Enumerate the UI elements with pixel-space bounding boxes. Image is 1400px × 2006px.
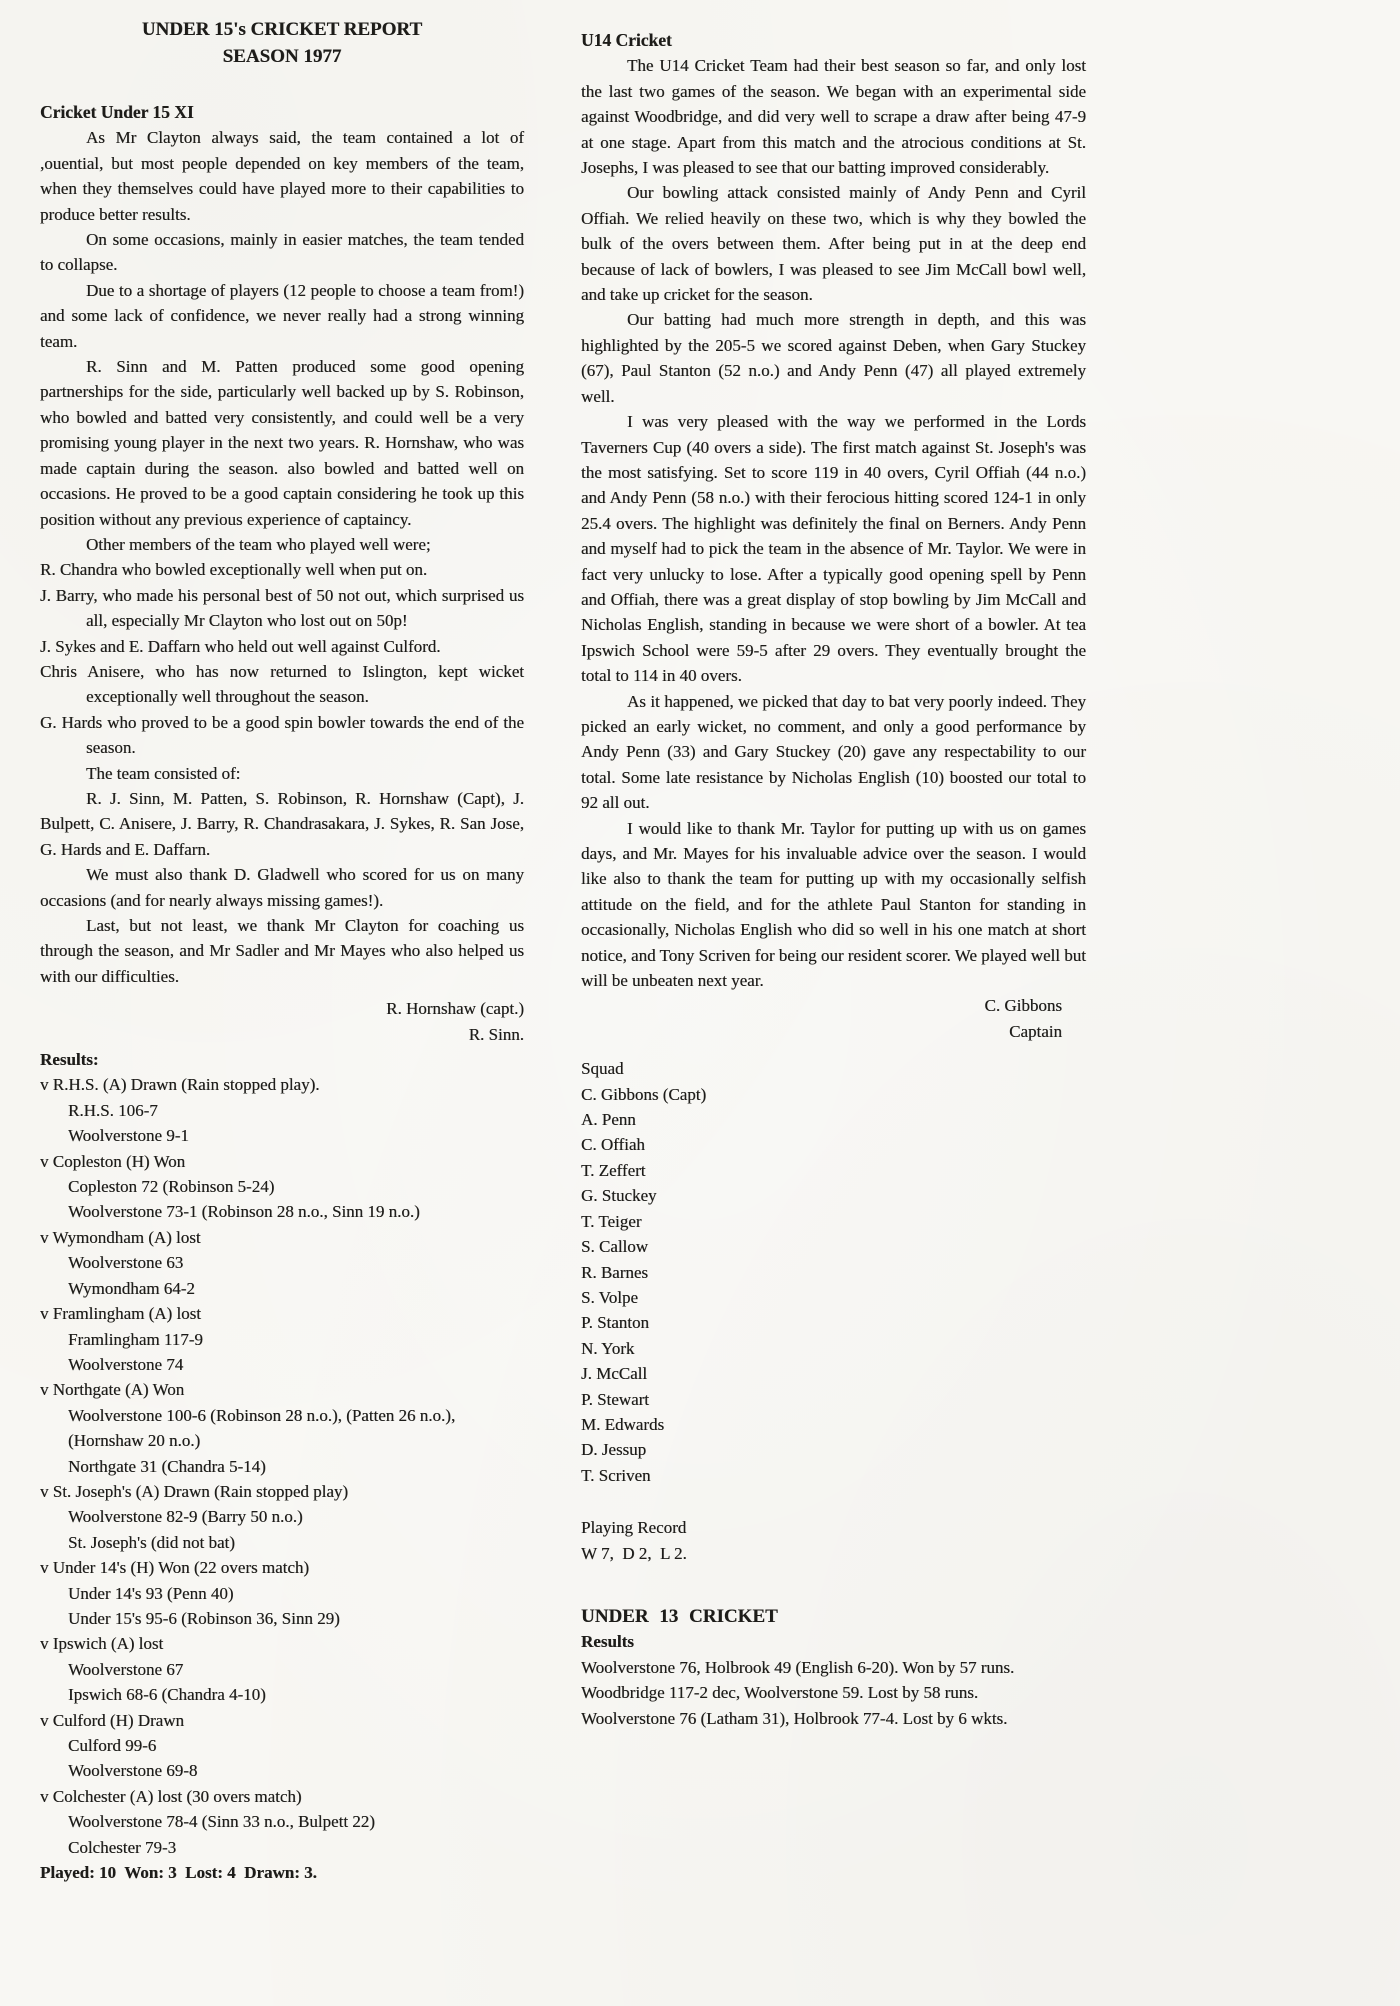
results-entry-2-header: v Copleston (H) Won — [40, 1151, 186, 1171]
results-entry-5 — [40, 1377, 524, 1479]
thanks-coaches: Last, but not least, we thank Mr Clayton for coaching us through the season, and Mr Sadler and Mr Mayes who also helped us with our difficulties. — [40, 916, 524, 986]
playing-record-heading: Playing Record — [581, 1518, 687, 1538]
u15-paragraph-2: On some occasions, mainly in easier matches, the team tended to collapse. — [40, 230, 524, 275]
squad-member-6: T. Teiger — [581, 1211, 642, 1231]
u15-season-summary: Played: 10 Won: 3 Lost: 4 Drawn: 3. — [40, 1863, 317, 1883]
u14-signature-block — [581, 993, 1086, 1044]
u15-signature-vice: R. Sinn. — [468, 1024, 524, 1044]
thanks-scorer: We must also thank D. Gladwell who scored for us on many occasions (and for nearly always missing games!). — [40, 865, 524, 910]
squad-member-1: C. Gibbons (Capt) — [581, 1084, 707, 1104]
results-entry-5-line-2: (Hornshaw 20 n.o.) — [68, 1431, 201, 1451]
player-note-3: J. Sykes and E. Daffarn who held out well against Culford. — [40, 636, 441, 656]
u15-signature-block — [40, 996, 524, 1047]
squad-member-12: J. McCall — [581, 1364, 648, 1384]
player-note-5: G. Hards who proved to be a good spin bowler towards the end of the season. — [40, 712, 524, 758]
u14-paragraph-4: I was very pleased with the way we performed in the Lords Taverners Cup (40 overs a side). The first match against St. Joseph's was the most satisfying. Set to score 119 in 40 overs, Cyril Offiah (44 n.o.) and Andy Penn (58 n.o.) with their ferocious hitting scored 124-1 in only 25.4 overs. The highlight was definitely the final on Berners. Andy Penn and myself had to pick the team in the absence of Mr. Taylor. We were in fact very unlucky to lose. After a typically good opening spell by Penn and Offiah, there was a great display of stop bowling by Jim McCall and Nicholas English, standing in because we were short of a bowler. At tea Ipswich School were 59-5 after 29 overs. They eventually brought the total to 114 in 40 overs. — [581, 412, 1086, 686]
playing-record-block — [581, 1515, 1086, 1566]
u13-results-heading: Results — [581, 1632, 634, 1652]
squad-member-16: T. Scriven — [581, 1465, 651, 1485]
u14-section-heading: U14 Cricket — [581, 30, 672, 50]
u13-result-2: Woodbridge 117-2 dec, Woolverstone 59. Lost by 58 runs. — [581, 1683, 979, 1703]
squad-member-3: C. Offiah — [581, 1135, 645, 1155]
u13-result-1: Woolverstone 76, Holbrook 49 (English 6-20). Won by 57 runs. — [581, 1657, 1015, 1677]
results-entry-10-line-2: Colchester 79-3 — [68, 1837, 177, 1857]
report-title — [40, 16, 524, 70]
results-entry-1-header: v R.H.S. (A) Drawn (Rain stopped play). — [40, 1075, 320, 1095]
results-entry-9 — [40, 1708, 524, 1784]
squad-member-10: P. Stanton — [581, 1313, 650, 1333]
team-list: R. J. Sinn, M. Patten, S. Robinson, R. Hornshaw (Capt), J. Bulpett, C. Anisere, J. Barry, R. Chandrasakara, J. Sykes, R. San Jose, G. Hards and E. Daffarn. — [40, 788, 524, 859]
results-entry-2-line-1: Copleston 72 (Robinson 5-24) — [68, 1177, 275, 1197]
left-column — [40, 16, 524, 1885]
u14-paragraph-2: Our bowling attack consisted mainly of Andy Penn and Cyril Offiah. We relied heavily on these two, which is why they bowled the bulk of the overs between them. After being put in at the deep end because of lack of bowlers, I was pleased to see Jim McCall bowl well, and take up cricket for the season. — [581, 183, 1086, 305]
u15-signature-captain: R. Hornshaw (capt.) — [386, 999, 524, 1019]
results-entry-3-line-1: Woolverstone 63 — [68, 1253, 184, 1273]
player-note-1: R. Chandra who bowled exceptionally well when put on. — [40, 560, 428, 580]
results-entry-6-line-2: St. Joseph's (did not bat) — [68, 1532, 235, 1552]
u14-paragraph-6: I would like to thank Mr. Taylor for putting up with us on games days, and Mr. Mayes for his invaluable advice over the season. I would like also to thank the team for putting up with my occasionally selfish attitude on the field, and for the athlete Paul Stanton for standing in occasionally, Nicholas English who did so well in his one match at short notice, and Tony Scriven for being our resident scorer. We played well but will be unbeaten next year. — [581, 818, 1086, 991]
results-entry-10-header: v Colchester (A) lost (30 overs match) — [40, 1786, 302, 1806]
results-entry-4-line-1: Framlingham 117-9 — [68, 1329, 203, 1349]
u15-paragraph-3: Due to a shortage of players (12 people to choose a team from!) and some lack of confidence, we never really had a strong winning team. — [40, 280, 524, 351]
u14-signature-name: C. Gibbons — [984, 996, 1062, 1016]
results-entry-4-header: v Framlingham (A) lost — [40, 1304, 202, 1324]
results-entry-2 — [40, 1149, 524, 1225]
results-entry-6-header: v St. Joseph's (A) Drawn (Rain stopped play) — [40, 1481, 349, 1501]
results-entry-5-header: v Northgate (A) Won — [40, 1380, 185, 1400]
u13-section-heading: UNDER 13 CRICKET — [581, 1605, 778, 1627]
squad-member-11: N. York — [581, 1338, 635, 1358]
u15-paragraph-1: As Mr Clayton always said, the team contained a lot of ,ouential, but most people depended on key members of the team, when they themselves could have played more to their capabilities to produce better results. — [40, 128, 524, 224]
squad-member-9: S. Volpe — [581, 1287, 639, 1307]
u15-results-heading: Results: — [40, 1050, 99, 1070]
results-entry-1-line-2: Woolverstone 9-1 — [68, 1126, 189, 1146]
squad-member-5: G. Stuckey — [581, 1186, 657, 1206]
results-entry-9-line-1: Culford 99-6 — [68, 1736, 157, 1755]
u15-paragraph-4: R. Sinn and M. Patten produced some good opening partnerships for the side, particularly well backed up by S. Robinson, who bowled and batted very consistently, and could well be a very promising young player in the next two years. R. Hornshaw, who was made captain during the season. also bowled and batted well on occasions. He proved to be a good captain considering he took up this position without any previous experience of captaincy. — [40, 357, 524, 529]
results-entry-7-line-1: Under 14's 93 (Penn 40) — [68, 1583, 234, 1603]
results-entry-8 — [40, 1631, 524, 1707]
results-entry-3-line-2: Wymondham 64-2 — [68, 1278, 195, 1298]
results-entry-7 — [40, 1555, 524, 1631]
results-entry-3 — [40, 1225, 524, 1301]
squad-member-14: M. Edwards — [581, 1414, 665, 1434]
squad-heading: Squad — [581, 1059, 624, 1079]
results-entry-3-header: v Wymondham (A) lost — [40, 1227, 201, 1247]
results-entry-6-line-1: Woolverstone 82-9 (Barry 50 n.o.) — [68, 1507, 303, 1527]
results-entry-5-line-3: Northgate 31 (Chandra 5-14) — [68, 1456, 266, 1476]
u14-paragraph-5: As it happened, we picked that day to bat very poorly indeed. They picked an early wicket, no comment, and only a good performance by Andy Penn (33) and Gary Stuckey (20) gave any respectability to our total. Some late resistance by Nicholas English (10) boosted our total to 92 all out. — [581, 691, 1086, 813]
results-entry-7-line-2: Under 15's 95-6 (Robinson 36, Sinn 29) — [68, 1608, 340, 1628]
right-column — [581, 28, 1086, 1731]
u14-squad-block — [581, 1056, 1086, 1488]
results-entry-9-header: v Culford (H) Drawn — [40, 1710, 184, 1730]
results-entry-6 — [40, 1479, 524, 1555]
u13-result-3: Woolverstone 76 (Latham 31), Holbrook 77-4. Lost by 6 wkts. — [581, 1708, 1008, 1728]
u14-paragraph-3: Our batting had much more strength in depth, and this was highlighted by the 205-5 we scored against Deben, when Gary Stuckey (67), Paul Stanton (52 n.o.) and Andy Penn (47) all played extremely well. — [581, 310, 1086, 406]
player-note-2: J. Barry, who made his personal best of 50 not out, which surprised us all, especially Mr Clayton who lost out on 50p! — [40, 585, 524, 631]
results-entry-9-line-2: Woolverstone 69-8 — [68, 1761, 198, 1781]
squad-member-4: T. Zeffert — [581, 1160, 646, 1180]
report-title-line-1: UNDER 15's CRICKET REPORT — [141, 19, 423, 40]
results-entry-7-header: v Under 14's (H) Won (22 overs match) — [40, 1558, 310, 1578]
results-entry-10-line-1: Woolverstone 78-4 (Sinn 33 n.o., Bulpett 22) — [68, 1812, 375, 1832]
results-entry-8-line-1: Woolverstone 67 — [68, 1659, 184, 1679]
player-note-4: Chris Anisere, who has now returned to Islington, kept wicket exceptionally well throughout the season. — [40, 661, 524, 707]
u15-paragraph-5: Other members of the team who played well were; — [86, 534, 431, 554]
results-entry-2-line-2: Woolverstone 73-1 (Robinson 28 n.o., Sinn 19 n.o.) — [68, 1202, 420, 1222]
squad-member-7: S. Callow — [581, 1237, 649, 1257]
squad-member-2: A. Penn — [581, 1110, 636, 1130]
u14-signature-role: Captain — [1009, 1021, 1062, 1041]
team-intro: The team consisted of: — [86, 763, 241, 783]
u14-paragraph-1: The U14 Cricket Team had their best season so far, and only lost the last two games of the season. We began with an experimental side against Woodbridge, and did very well to scrape a draw after being 47-9 at one stage. Apart from this match and the atrocious conditions at St. Josephs, I was pleased to see that our batting improved considerably. — [581, 56, 1086, 178]
squad-member-13: P. Stewart — [581, 1389, 649, 1409]
report-title-line-2: SEASON 1977 — [222, 46, 342, 67]
results-entry-5-line-1: Woolverstone 100-6 (Robinson 28 n.o.), (Patten 26 n.o.), — [68, 1405, 456, 1425]
results-entry-1-line-1: R.H.S. 106-7 — [68, 1100, 158, 1120]
results-entry-10 — [40, 1784, 524, 1860]
results-entry-8-line-2: Ipswich 68-6 (Chandra 4-10) — [68, 1685, 266, 1705]
squad-member-15: D. Jessup — [581, 1440, 647, 1460]
u15-section-heading: Cricket Under 15 XI — [40, 102, 194, 122]
results-entry-4-line-2: Woolverstone 74 — [68, 1354, 184, 1374]
playing-record-values: W 7, D 2, L 2. — [581, 1543, 687, 1563]
squad-member-8: R. Barnes — [581, 1262, 649, 1282]
results-entry-4 — [40, 1301, 524, 1377]
results-entry-8-header: v Ipswich (A) lost — [40, 1634, 164, 1654]
results-entry-1 — [40, 1072, 524, 1148]
